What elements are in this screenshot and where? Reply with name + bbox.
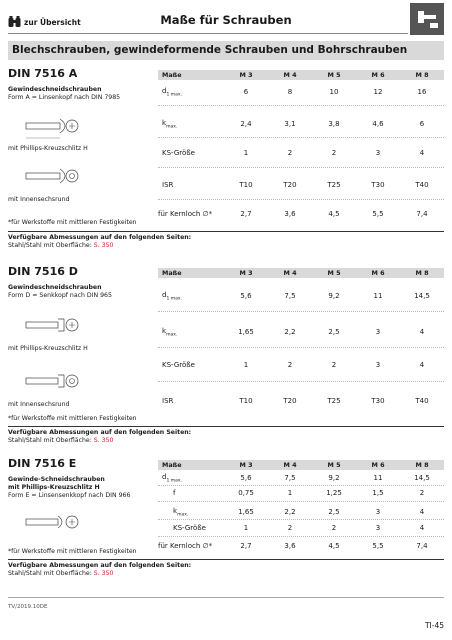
row-label: f	[173, 489, 176, 497]
cell: T25	[327, 181, 341, 189]
screw-drawing-torx	[22, 368, 82, 396]
row-divider	[158, 347, 444, 348]
section-description	[8, 86, 158, 102]
row-divider	[158, 536, 444, 537]
row-label: k	[173, 507, 178, 515]
desc-heading: Gewindeschneidschrauben	[8, 86, 102, 93]
table-row	[158, 489, 444, 497]
row-divider	[158, 167, 444, 168]
row-label-sub: max.	[166, 332, 178, 338]
col-header: M 8	[415, 71, 429, 79]
cell: 1	[243, 524, 249, 532]
footnote: *für Werkstoffe mit mittleren Festigkeiten	[8, 415, 137, 422]
cell: 4	[419, 149, 425, 157]
cell: 2	[287, 524, 293, 532]
screw-drawing-countersunk	[22, 311, 82, 341]
header-rule	[8, 33, 408, 34]
page-link[interactable]: S. 350	[93, 436, 114, 444]
cell: 2,2	[284, 328, 296, 337]
availability-info	[8, 429, 191, 444]
row-label: KS-Größe	[162, 361, 195, 369]
cell: 8	[287, 88, 293, 97]
row-label: k	[162, 119, 167, 127]
availability-text: Stahl/Stahl mit Oberfläche:	[8, 241, 92, 249]
cell: 16	[417, 88, 427, 97]
table-header	[158, 268, 444, 278]
row-label-sub: 1 max.	[166, 92, 182, 98]
col-header: M 4	[283, 71, 297, 79]
table-row	[158, 507, 444, 517]
category-banner: Blechschrauben, gewindeformende Schrauben und Bohrschrauben	[8, 41, 444, 60]
cell: 5,5	[372, 542, 384, 550]
row-label: d	[162, 291, 167, 299]
cell: 11	[373, 292, 383, 301]
page-number: TI-45	[424, 621, 444, 630]
availability-info	[8, 562, 191, 577]
row-label-sub: 1 max.	[166, 478, 182, 484]
col-header: M 3	[239, 461, 253, 469]
col-header: M 8	[415, 461, 429, 469]
cell: 6	[243, 88, 249, 97]
desc-heading: Gewinde-Schneidschrauben	[8, 476, 105, 483]
col-header: M 3	[239, 269, 253, 277]
table-row	[158, 119, 444, 129]
table-header	[158, 460, 444, 470]
cell: 3	[375, 149, 381, 157]
cell: T10	[239, 181, 253, 189]
tools-icon	[410, 3, 444, 35]
footnote: *für Werkstoffe mit mittleren Festigkeiten	[8, 219, 137, 226]
cell: 7,5	[284, 292, 296, 301]
table-header	[158, 70, 444, 80]
col-header: M 5	[327, 71, 341, 79]
row-label: d	[162, 473, 167, 481]
section-rule	[8, 231, 444, 232]
cell: 3,1	[284, 120, 296, 129]
cell: 7,4	[416, 210, 428, 218]
cell: 3	[375, 524, 381, 532]
row-divider	[158, 137, 444, 138]
table-row	[158, 327, 444, 337]
section-rule	[8, 559, 444, 560]
cell: 4	[419, 361, 425, 369]
table-row	[158, 542, 444, 550]
table-row	[158, 87, 444, 97]
cell: 3,6	[284, 542, 296, 550]
col-header: M 5	[327, 461, 341, 469]
cell: 7,4	[416, 542, 428, 550]
cell: 9,2	[328, 292, 340, 301]
cell: 1,25	[326, 489, 342, 497]
col-header: Maße	[162, 269, 182, 277]
cell: 11	[373, 474, 383, 483]
cell: 14,5	[414, 474, 430, 483]
cell: T20	[283, 397, 297, 405]
cell: 1	[243, 149, 249, 157]
label-innensechsrund: mit Innensechsrund	[8, 401, 70, 408]
cell: 2,2	[284, 508, 296, 517]
col-header: M 6	[371, 71, 385, 79]
footer-rule	[8, 597, 444, 598]
cell: 3	[375, 508, 381, 517]
row-divider	[158, 105, 444, 106]
row-label: KS-Größe	[173, 524, 206, 532]
row-label-sub: max.	[166, 124, 178, 130]
row-label: ISR	[162, 397, 174, 405]
screw-drawing-lens-head	[22, 112, 82, 142]
desc-text: Form A = Linsenkopf nach DIN 7985	[8, 94, 121, 101]
screw-drawing-torx	[22, 163, 82, 191]
section-title: DIN 7516 A	[8, 67, 78, 80]
section-title: DIN 7516 E	[8, 457, 77, 470]
cell: 5,6	[240, 292, 252, 301]
col-header: M 6	[371, 461, 385, 469]
table-row	[158, 361, 444, 369]
row-label: ISR	[162, 181, 174, 189]
cell: 4	[419, 328, 425, 337]
table-row	[158, 473, 444, 483]
row-divider	[158, 381, 444, 382]
label-innensechsrund: mit Innensechsrund	[8, 196, 70, 203]
col-header: Maße	[162, 461, 182, 469]
cell: 4,5	[328, 542, 340, 550]
cell: T30	[371, 397, 385, 405]
availability-text: Stahl/Stahl mit Oberfläche:	[8, 569, 92, 577]
table-row	[158, 181, 444, 189]
desc-heading: Gewindeschneidschrauben	[8, 284, 102, 291]
cell: 2	[331, 149, 337, 157]
row-label: für Kernloch ∅*	[158, 210, 213, 218]
section-description	[8, 284, 158, 300]
table-row	[158, 291, 444, 301]
row-divider	[158, 501, 444, 502]
cell: 3	[375, 328, 381, 337]
page-title: Maße für Schrauben	[160, 13, 292, 27]
col-header: M 5	[327, 269, 341, 277]
cell: 2,5	[328, 328, 340, 337]
section-din-7516-a	[8, 67, 444, 249]
table-row	[158, 524, 444, 532]
col-header: M 3	[239, 71, 253, 79]
col-header: Maße	[162, 71, 182, 79]
brand-logo	[410, 3, 444, 35]
cell: 5,5	[372, 210, 384, 218]
availability-title: Verfügbare Abmessungen auf den folgenden Seiten:	[8, 429, 192, 436]
section-description	[8, 476, 158, 500]
desc-heading: mit Phillips-Kreuzschlitz H	[8, 484, 100, 491]
cell: T30	[371, 181, 385, 189]
cell: 1,65	[238, 328, 254, 337]
row-divider	[158, 311, 444, 312]
cell: T40	[415, 181, 429, 189]
col-header: M 6	[371, 269, 385, 277]
col-header: M 4	[283, 269, 297, 277]
desc-text: Form E = Linsensenkkopf nach DIN 966	[8, 492, 131, 499]
row-label: k	[162, 327, 167, 335]
cell: 2	[419, 489, 425, 497]
cell: 2,7	[240, 542, 252, 550]
cell: 1	[287, 489, 293, 497]
page-link[interactable]: S. 350	[93, 241, 114, 249]
section-rule	[8, 426, 444, 427]
cell: 1	[243, 361, 249, 369]
cell: T40	[415, 397, 429, 405]
cell: 1,65	[238, 508, 254, 517]
row-label: d	[162, 87, 167, 95]
table-row	[158, 397, 444, 405]
row-label: für Kernloch ∅*	[158, 542, 213, 550]
cell: 1,5	[372, 489, 384, 497]
cell: 2,4	[240, 120, 252, 129]
page-link[interactable]: S. 350	[93, 569, 114, 577]
cell: 6	[419, 120, 425, 129]
table-row	[158, 149, 444, 157]
availability-title: Verfügbare Abmessungen auf den folgenden Seiten:	[8, 234, 192, 241]
col-header: M 4	[283, 461, 297, 469]
cell: 4	[419, 524, 425, 532]
table-row	[158, 210, 444, 218]
row-divider	[158, 485, 444, 486]
availability-info	[8, 234, 191, 249]
footnote: *für Werkstoffe mit mittleren Festigkeiten	[8, 548, 137, 555]
screw-drawing-raised-countersunk	[22, 510, 82, 536]
cell: 4	[419, 508, 425, 517]
row-label-sub: max.	[177, 512, 189, 518]
cell: 2,5	[328, 508, 340, 517]
cell: T25	[327, 397, 341, 405]
cell: 3,6	[284, 210, 296, 218]
cell: T20	[283, 181, 297, 189]
page-header	[0, 0, 452, 34]
cell: 0,75	[238, 489, 254, 497]
cell: 9,2	[328, 474, 340, 483]
availability-text: Stahl/Stahl mit Oberfläche:	[8, 436, 92, 444]
row-label-sub: 1 max.	[166, 296, 182, 302]
row-divider	[158, 519, 444, 520]
row-label: KS-Größe	[162, 149, 195, 157]
cell: 4,6	[372, 120, 384, 129]
cell: 2	[287, 361, 293, 369]
back-label: zur Übersicht	[24, 17, 81, 27]
col-header: M 8	[415, 269, 429, 277]
row-divider	[158, 199, 444, 200]
label-phillips: mit Phillips-Kreuzschlitz H	[8, 145, 88, 152]
cell: 7,5	[284, 474, 296, 483]
section-din-7516-e	[8, 457, 444, 587]
footer-code: TV/2019.10DE	[8, 604, 48, 610]
cell: 14,5	[414, 292, 430, 301]
cell: 2,7	[240, 210, 252, 218]
cell: 4,5	[328, 210, 340, 218]
cell: 3	[375, 361, 381, 369]
cell: 10	[329, 88, 339, 97]
cell: 2	[331, 361, 337, 369]
availability-title: Verfügbare Abmessungen auf den folgenden Seiten:	[8, 562, 192, 569]
desc-text: Form D = Senkkopf nach DIN 965	[8, 292, 112, 299]
cell: T10	[239, 397, 253, 405]
section-title: DIN 7516 D	[8, 265, 78, 278]
cell: 12	[373, 88, 383, 97]
cell: 3,8	[328, 120, 340, 129]
label-phillips: mit Phillips-Kreuzschlitz H	[8, 345, 88, 352]
cell: 2	[331, 524, 337, 532]
section-din-7516-d	[8, 265, 444, 445]
cell: 5,6	[240, 474, 252, 483]
cell: 2	[287, 149, 293, 157]
